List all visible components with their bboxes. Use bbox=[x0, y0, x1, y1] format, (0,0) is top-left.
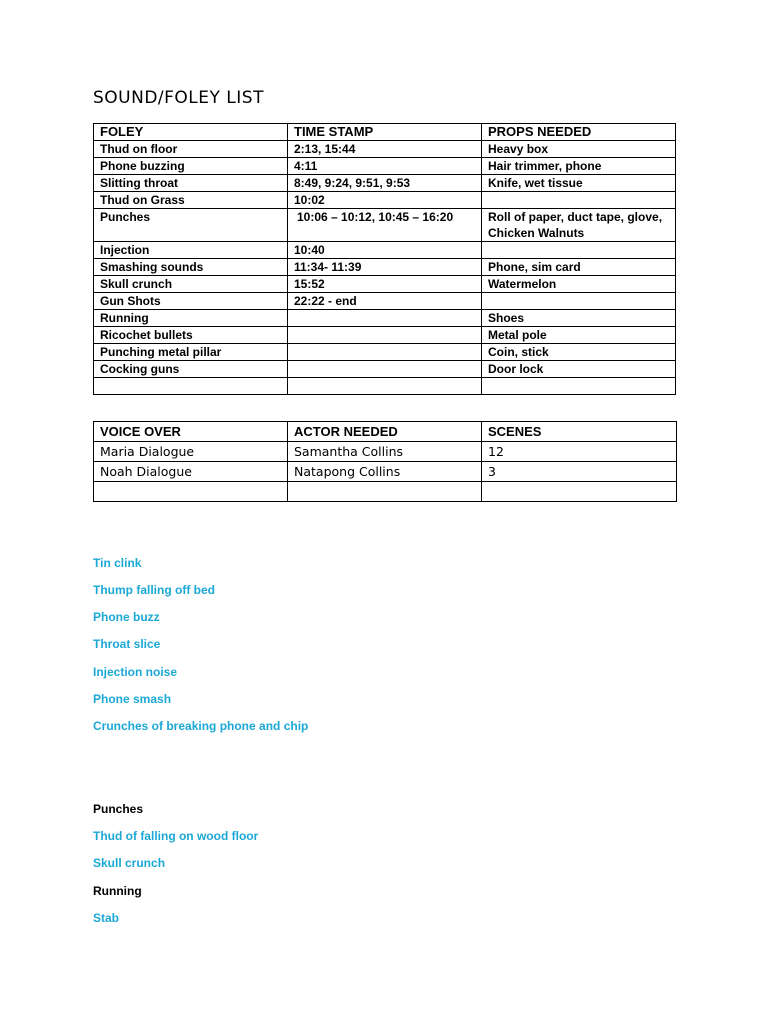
cell-props: Heavy box bbox=[482, 141, 676, 158]
cell-foley: Slitting throat bbox=[94, 175, 288, 192]
cell-time-stamp bbox=[288, 310, 482, 327]
cell-actor: Natapong Collins bbox=[288, 462, 482, 482]
table-row bbox=[94, 192, 676, 209]
table-row bbox=[94, 259, 676, 276]
note-item: Tin clink bbox=[93, 556, 142, 570]
cell-time-stamp bbox=[288, 378, 482, 395]
table-header-row bbox=[94, 124, 676, 141]
cell-foley: Skull crunch bbox=[94, 276, 288, 293]
note-item: Thud of falling on wood floor bbox=[93, 829, 259, 843]
cell-time-stamp: 22:22 - end bbox=[288, 293, 482, 310]
cell-foley: Gun Shots bbox=[94, 293, 288, 310]
cell-foley: Cocking guns bbox=[94, 361, 288, 378]
table-row bbox=[94, 175, 676, 192]
table-row bbox=[94, 276, 676, 293]
table-row bbox=[94, 310, 676, 327]
note-item: Thump falling off bed bbox=[93, 583, 215, 597]
table-row bbox=[94, 293, 676, 310]
cell-props: Shoes bbox=[482, 310, 676, 327]
cell-props: Roll of paper, duct tape, glove, Chicken Walnuts bbox=[482, 209, 676, 242]
table-row-empty bbox=[94, 378, 676, 395]
cell-voice-over: Maria Dialogue bbox=[94, 442, 288, 462]
cell-time-stamp: 10:02 bbox=[288, 192, 482, 209]
note-item: Phone buzz bbox=[93, 610, 160, 624]
table-header-row bbox=[94, 422, 677, 442]
cell-props bbox=[482, 378, 676, 395]
cell-actor: Samantha Collins bbox=[288, 442, 482, 462]
note-item: Crunches of breaking phone and chip bbox=[93, 719, 309, 733]
cell-time-stamp: 10:40 bbox=[288, 242, 482, 259]
cell-actor bbox=[288, 482, 482, 502]
cell-props: Coin, stick bbox=[482, 344, 676, 361]
note-item: Stab bbox=[93, 911, 120, 925]
cell-time-stamp: 10:06 – 10:12, 10:45 – 16:20 bbox=[288, 209, 482, 242]
table-row bbox=[94, 462, 677, 482]
cell-time-stamp bbox=[288, 344, 482, 361]
note-item: Skull crunch bbox=[93, 856, 166, 870]
header-time-stamp: TIME STAMP bbox=[288, 124, 482, 141]
table-row bbox=[94, 327, 676, 344]
page-title: SOUND/FOLEY LIST bbox=[93, 88, 264, 108]
cell-foley: Punches bbox=[94, 209, 288, 242]
cell-time-stamp: 2:13, 15:44 bbox=[288, 141, 482, 158]
cell-props: Hair trimmer, phone bbox=[482, 158, 676, 175]
cell-props: Metal pole bbox=[482, 327, 676, 344]
cell-foley: Smashing sounds bbox=[94, 259, 288, 276]
cell-props: Phone, sim card bbox=[482, 259, 676, 276]
cell-foley: Running bbox=[94, 310, 288, 327]
note-item: Injection noise bbox=[93, 665, 178, 679]
header-scenes: SCENES bbox=[482, 422, 677, 442]
cell-foley: Thud on Grass bbox=[94, 192, 288, 209]
cell-time-stamp bbox=[288, 361, 482, 378]
cell-voice-over: Noah Dialogue bbox=[94, 462, 288, 482]
cell-foley: Injection bbox=[94, 242, 288, 259]
cell-scenes bbox=[482, 482, 677, 502]
cell-props: Watermelon bbox=[482, 276, 676, 293]
cell-props bbox=[482, 192, 676, 209]
voice-over-table bbox=[93, 421, 677, 502]
table-row-empty bbox=[94, 482, 677, 502]
cell-props bbox=[482, 242, 676, 259]
table-row bbox=[94, 442, 677, 462]
cell-time-stamp: 8:49, 9:24, 9:51, 9:53 bbox=[288, 175, 482, 192]
table-row bbox=[94, 158, 676, 175]
cell-foley: Punching metal pillar bbox=[94, 344, 288, 361]
cell-foley: Ricochet bullets bbox=[94, 327, 288, 344]
cell-foley: Thud on floor bbox=[94, 141, 288, 158]
cell-foley: Phone buzzing bbox=[94, 158, 288, 175]
note-item: Phone smash bbox=[93, 692, 172, 706]
header-props-needed: PROPS NEEDED bbox=[482, 124, 676, 141]
table-row bbox=[94, 209, 676, 242]
cell-time-stamp: 15:52 bbox=[288, 276, 482, 293]
cell-voice-over bbox=[94, 482, 288, 502]
cell-props: Knife, wet tissue bbox=[482, 175, 676, 192]
foley-table bbox=[93, 123, 676, 395]
header-foley: FOLEY bbox=[94, 124, 288, 141]
cell-foley bbox=[94, 378, 288, 395]
cell-time-stamp: 11:34- 11:39 bbox=[288, 259, 482, 276]
table-row bbox=[94, 141, 676, 158]
header-actor-needed: ACTOR NEEDED bbox=[288, 422, 482, 442]
cell-scenes: 3 bbox=[482, 462, 677, 482]
note-item: Punches bbox=[93, 802, 144, 816]
cell-props bbox=[482, 293, 676, 310]
cell-time-stamp: 4:11 bbox=[288, 158, 482, 175]
cell-scenes: 12 bbox=[482, 442, 677, 462]
cell-props: Door lock bbox=[482, 361, 676, 378]
header-voice-over: VOICE OVER bbox=[94, 422, 288, 442]
note-item: Throat slice bbox=[93, 637, 161, 651]
note-item: Running bbox=[93, 884, 142, 898]
table-row bbox=[94, 344, 676, 361]
cell-time-stamp bbox=[288, 327, 482, 344]
table-row bbox=[94, 242, 676, 259]
table-row bbox=[94, 361, 676, 378]
